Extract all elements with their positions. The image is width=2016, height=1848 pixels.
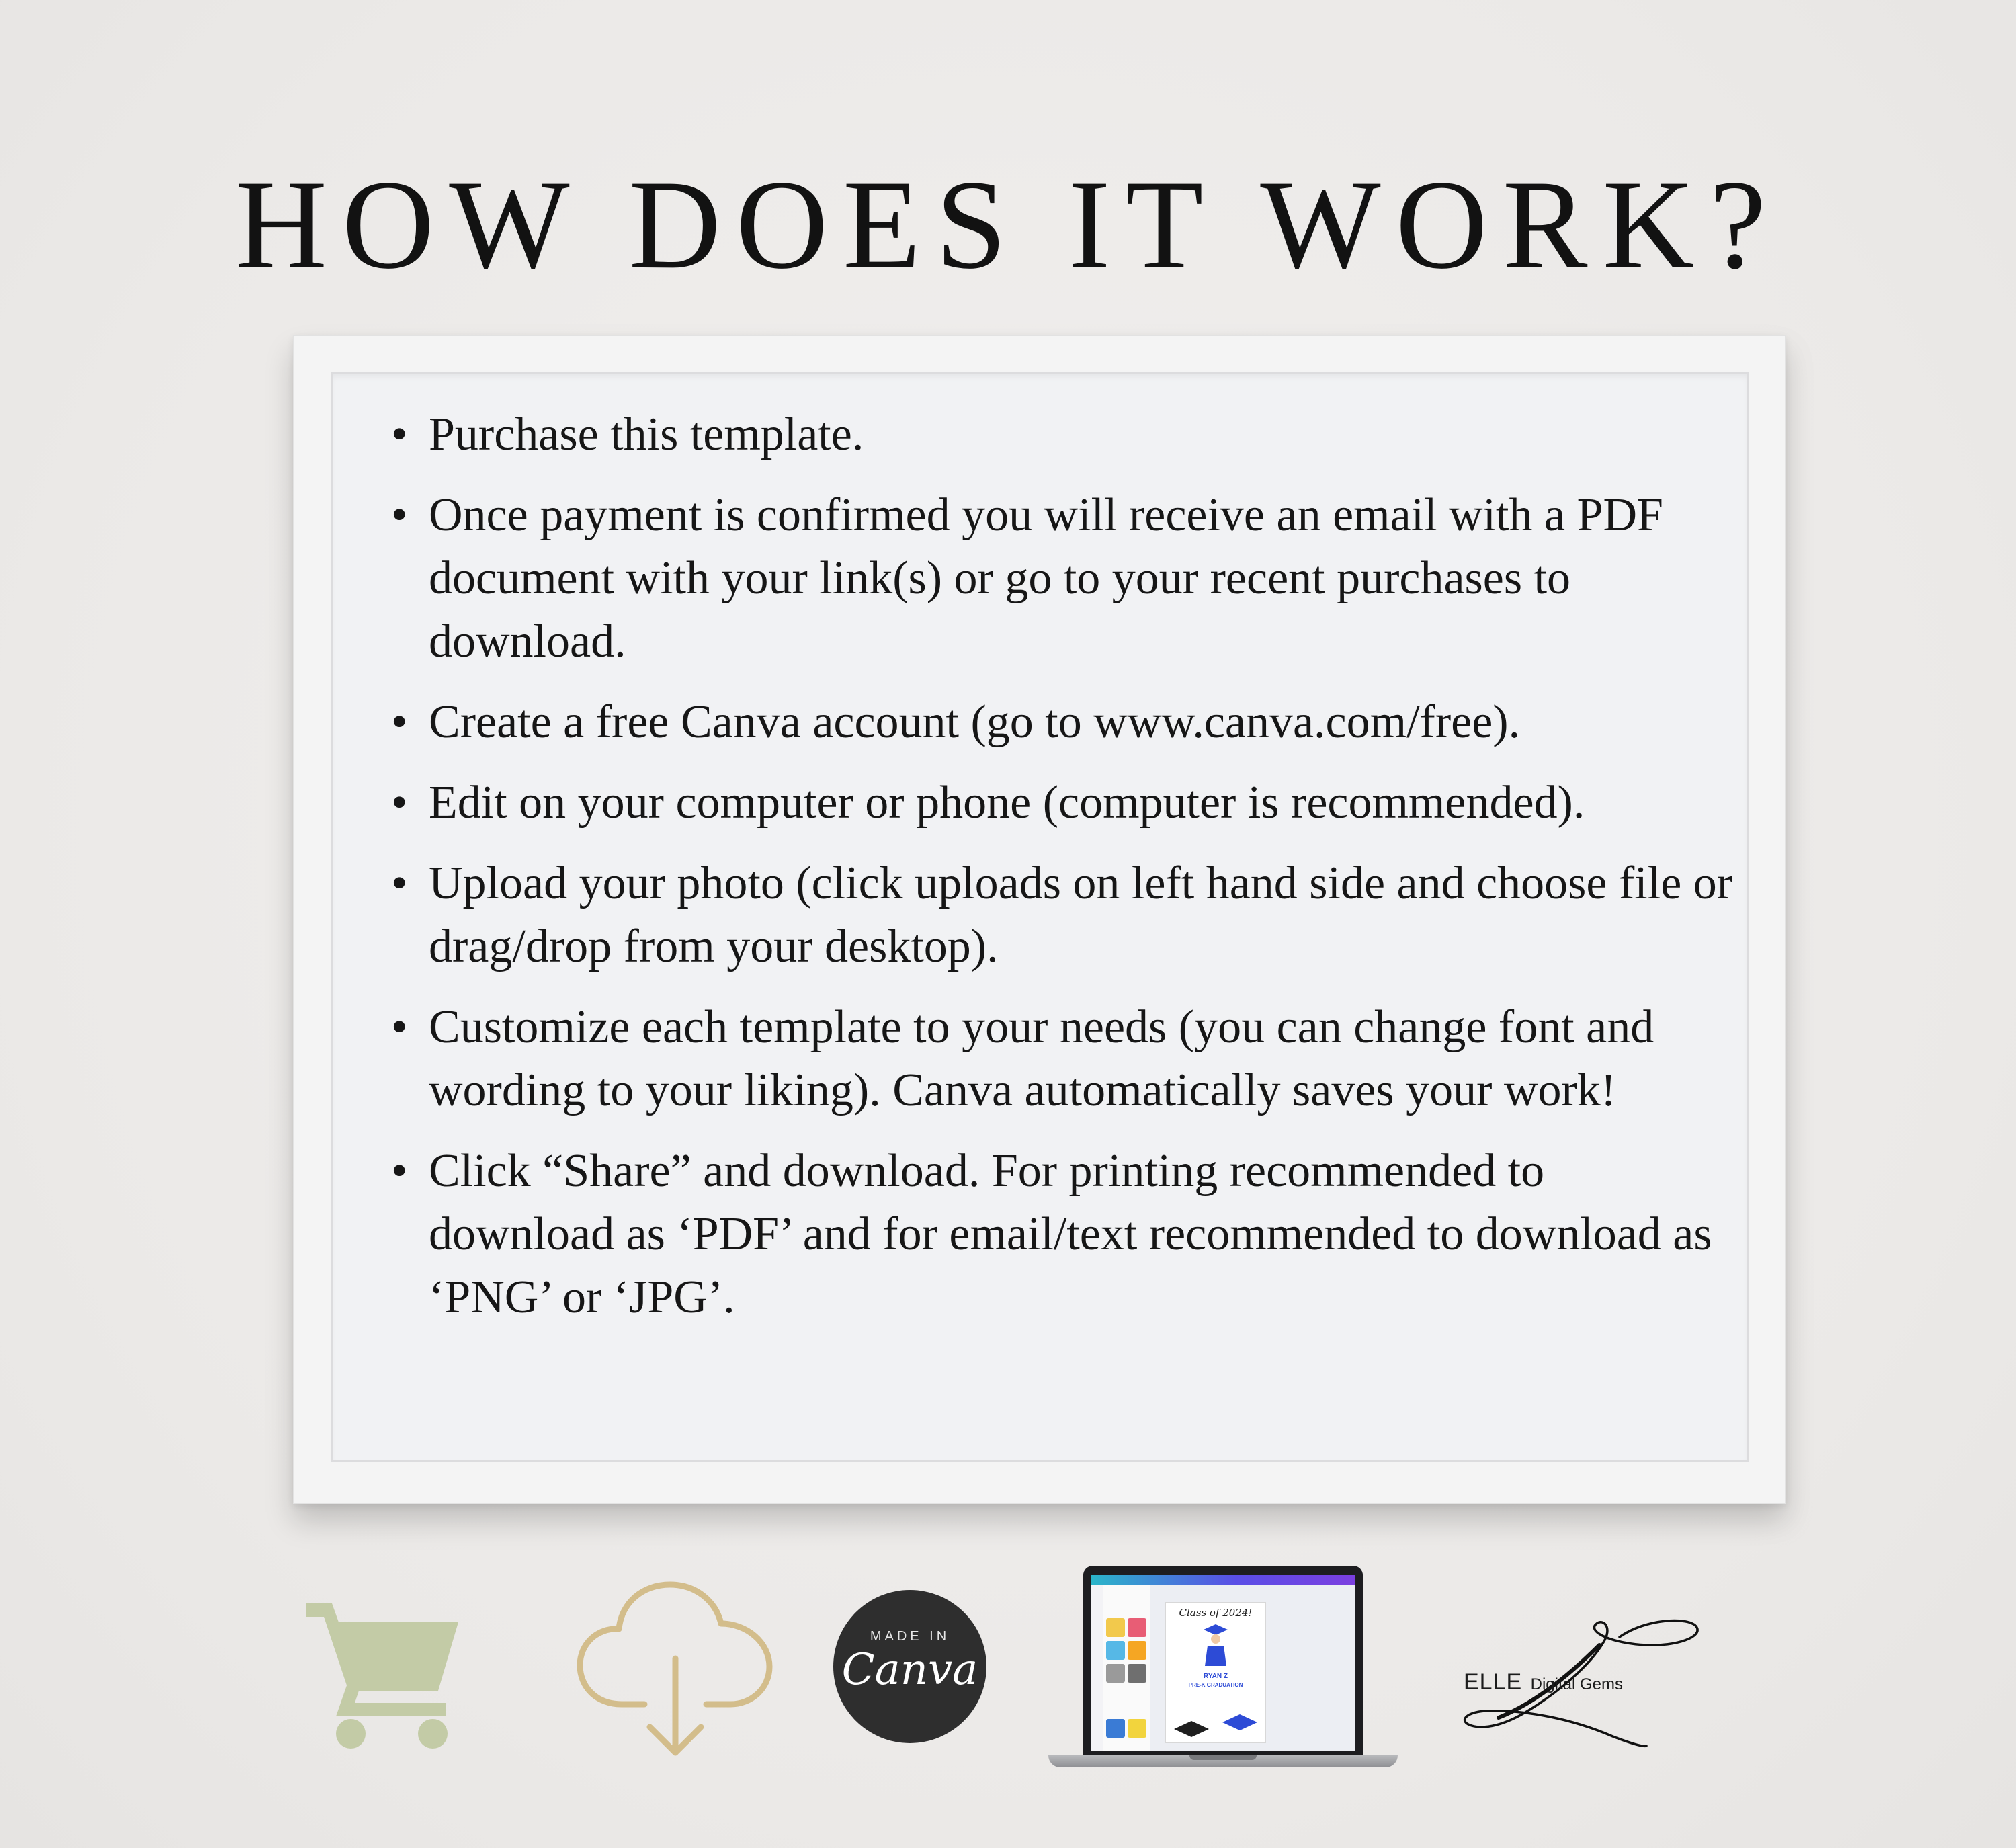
picture-frame <box>293 335 1786 1504</box>
graduate-figure-icon <box>1200 1623 1232 1667</box>
cloud-download-icon <box>575 1579 776 1761</box>
laptop-screen <box>1091 1575 1355 1751</box>
step-text: Create a free Canva account (go to www.canva.com/free). <box>429 696 1521 748</box>
feature-icon-row <box>0 1566 2016 1781</box>
instruction-step-download <box>364 1140 1735 1329</box>
laptop-lid <box>1083 1566 1363 1755</box>
laptop-preview <box>1048 1566 1398 1774</box>
thumbnail <box>1106 1641 1125 1660</box>
step-text: Once payment is confirmed you will receive an email with a PDF document with your link(s) or go to your recent purchases to download. <box>429 489 1663 667</box>
thumbnail <box>1128 1664 1146 1683</box>
bullet-icon: • <box>391 1001 408 1053</box>
thumbnail <box>1106 1719 1125 1738</box>
instruction-step-upload <box>364 852 1735 978</box>
invitation-preview <box>1165 1602 1266 1743</box>
step-text: Click “Share” and download. For printing recommended to download as ‘PDF’ and for email/text recommended to download as ‘PNG’ or ‘JPG’. <box>429 1145 1712 1323</box>
editor-side-panel <box>1091 1585 1103 1751</box>
bullet-icon: • <box>391 857 408 909</box>
laptop-notch <box>1189 1755 1257 1760</box>
instruction-step-account <box>364 691 1735 754</box>
instruction-step-customize <box>364 996 1735 1122</box>
thumbnail <box>1128 1618 1146 1637</box>
made-in-canva-badge <box>833 1590 986 1743</box>
shopping-cart-icon <box>306 1595 461 1750</box>
step-text: Edit on your computer or phone (computer is recommended). <box>429 777 1585 829</box>
step-text: Customize each template to your needs (you can change font and wording to your liking). Canva automatically saves your work! <box>429 1001 1654 1116</box>
invitation-title: Class of 2024! <box>1179 1607 1253 1619</box>
instruction-step-edit <box>364 771 1735 835</box>
bullet-icon: • <box>391 777 408 829</box>
instruction-step-email <box>364 484 1735 673</box>
brand-logo <box>1445 1605 1707 1759</box>
graduation-cap-icon <box>1171 1709 1260 1738</box>
editor-toolbar <box>1091 1575 1355 1585</box>
step-text: Upload your photo (click uploads on left hand side and choose file or drag/drop from your desktop). <box>429 857 1733 972</box>
thumbnail <box>1106 1664 1125 1683</box>
thumbnail <box>1128 1641 1146 1660</box>
bullet-icon: • <box>391 489 408 541</box>
bullet-icon: • <box>391 696 408 748</box>
brand-tagline: Digital Gems <box>1530 1675 1624 1693</box>
bullet-icon: • <box>391 409 408 460</box>
thumbnail <box>1106 1618 1125 1637</box>
bullet-icon: • <box>391 1145 408 1197</box>
thumbnail <box>1128 1719 1146 1738</box>
step-text: Purchase this template. <box>429 409 864 460</box>
brand-title: ELLE <box>1464 1669 1523 1695</box>
invitation-subtitle: PRE-K GRADUATION <box>1188 1682 1243 1688</box>
editor-thumbnail-panel <box>1103 1585 1150 1751</box>
invitation-name: RYAN Z <box>1204 1673 1228 1680</box>
canva-wordmark: Canva <box>841 1645 978 1695</box>
frame-mat <box>331 372 1749 1462</box>
instruction-list <box>364 403 1735 1347</box>
instruction-step-purchase <box>364 403 1735 466</box>
badge-made-in-text: MADE IN <box>870 1629 950 1644</box>
page-title: HOW DOES IT WORK? <box>235 155 1781 296</box>
brand-name <box>1464 1669 1623 1695</box>
